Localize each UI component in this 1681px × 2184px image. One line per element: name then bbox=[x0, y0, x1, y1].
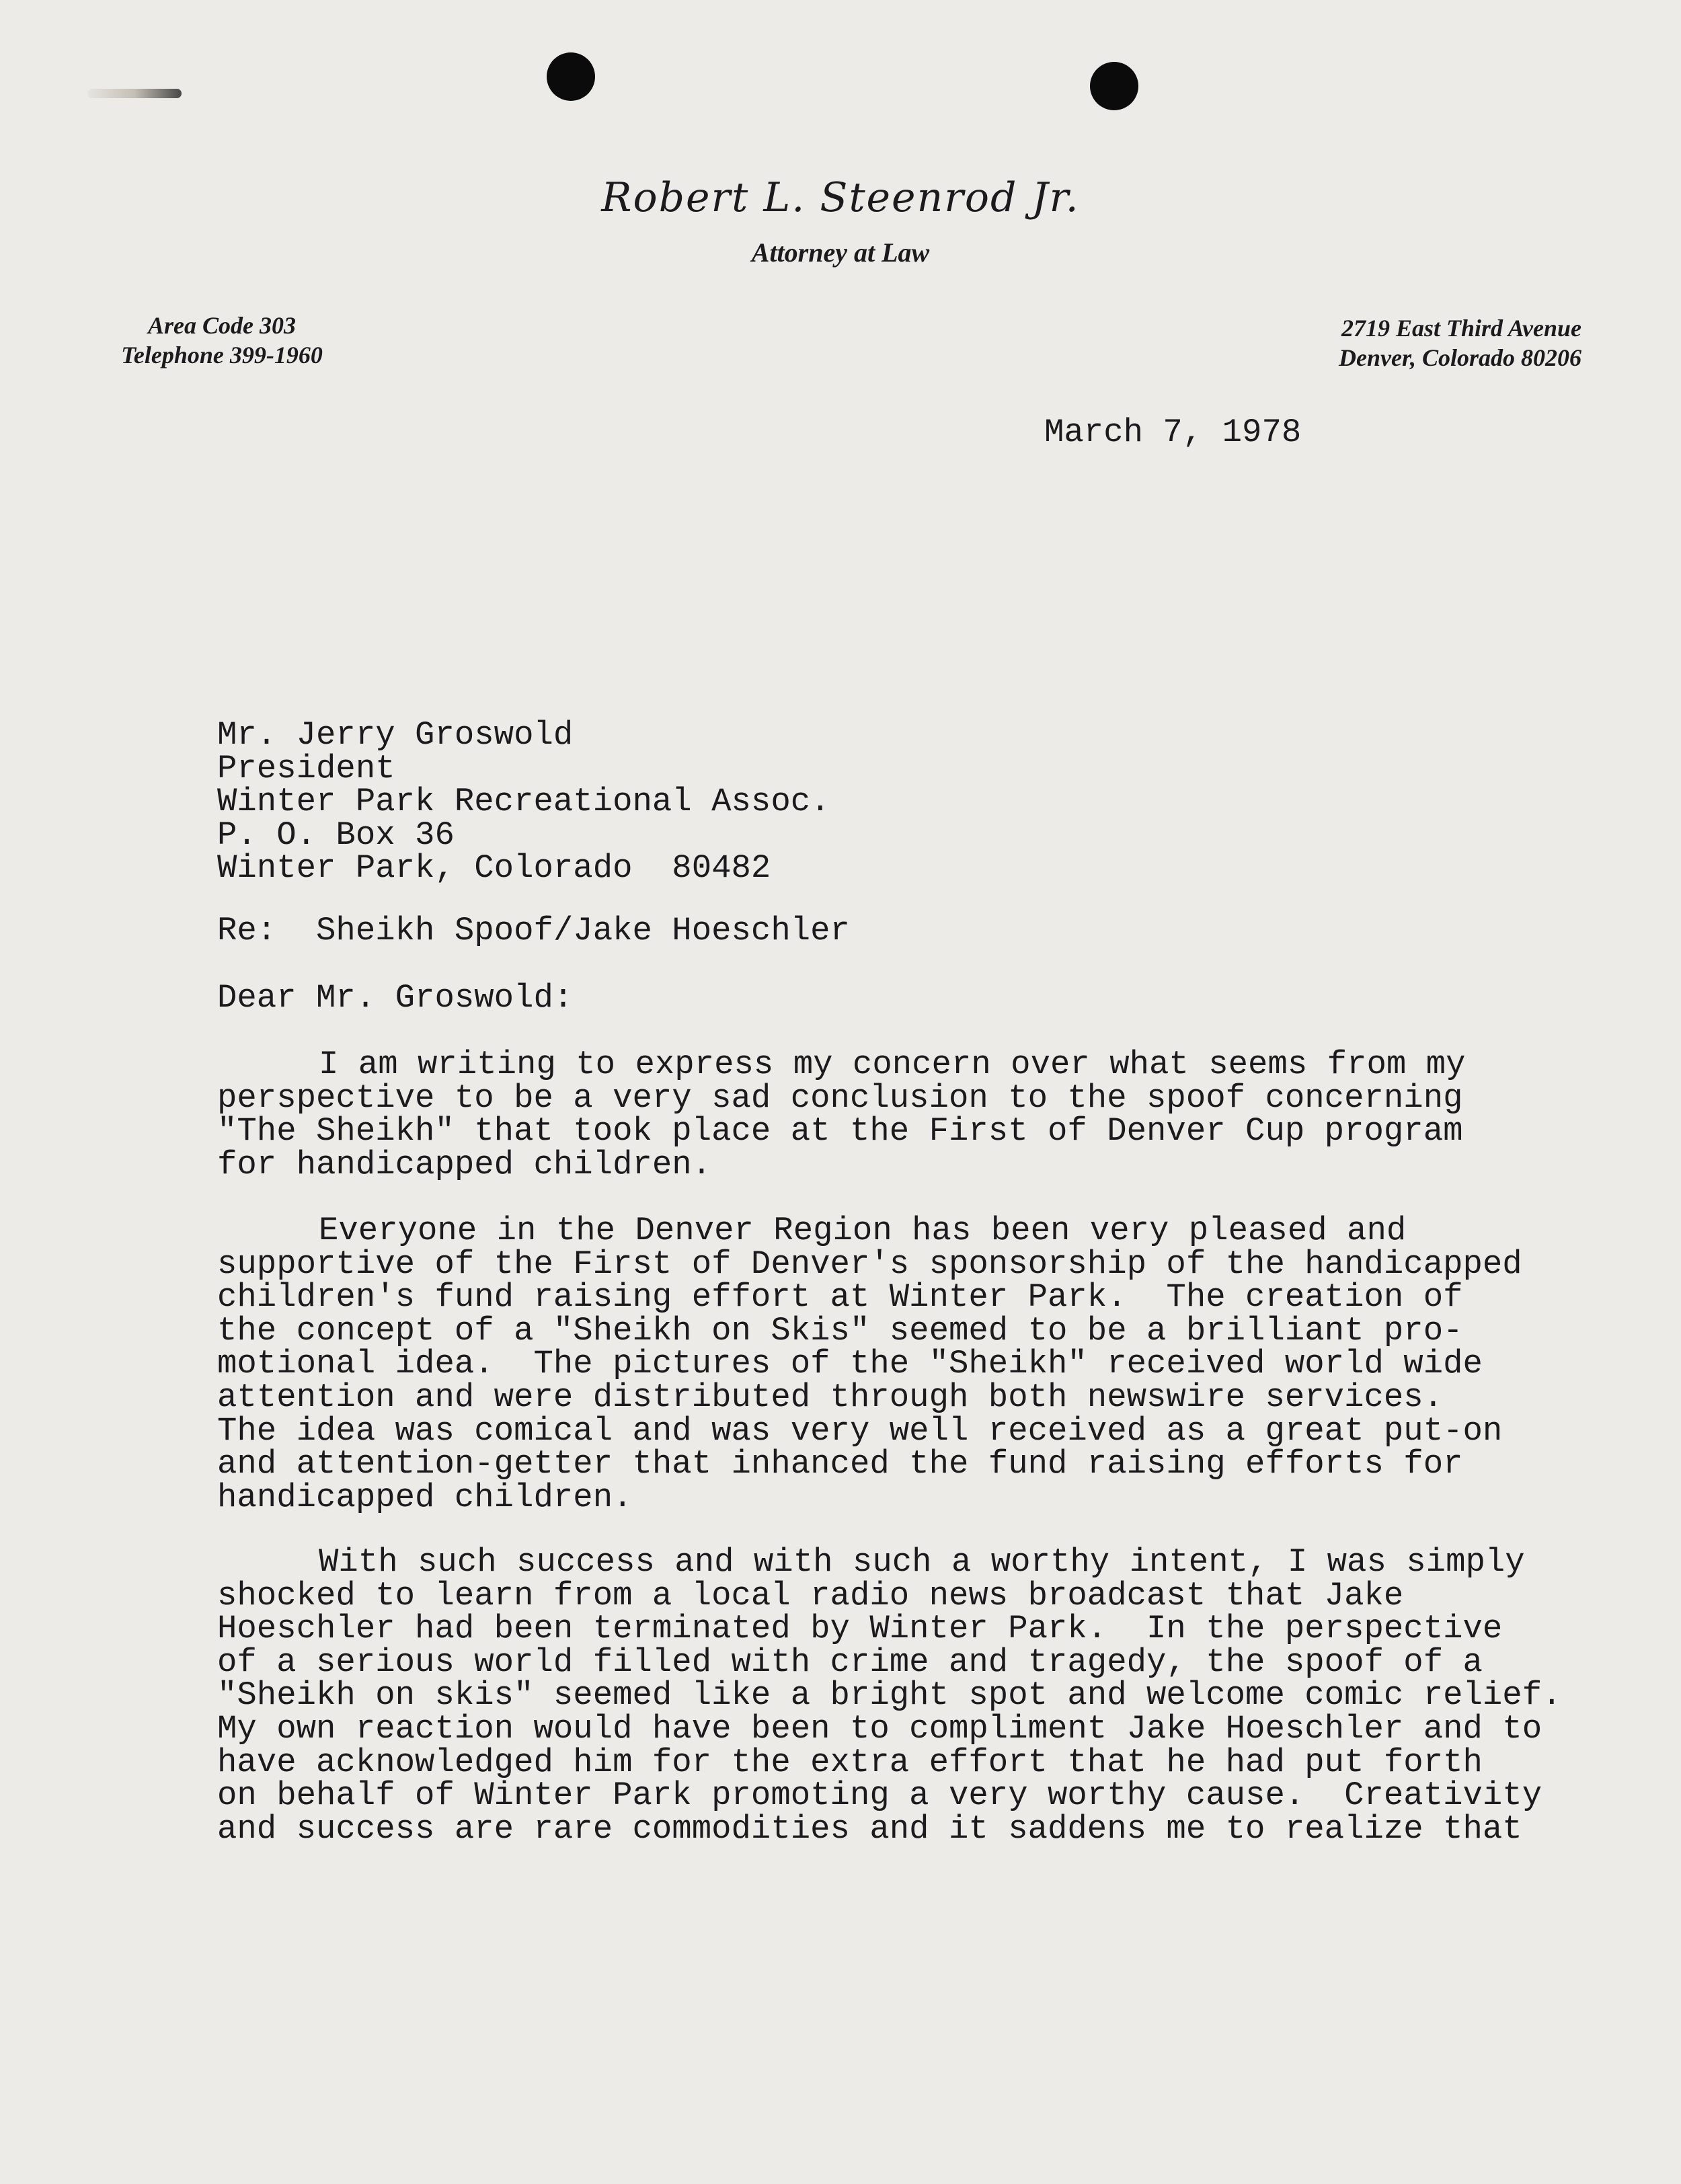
area-code: Area Code 303 bbox=[148, 312, 296, 339]
recipient-name: Mr. Jerry Groswold bbox=[217, 716, 574, 754]
recipient-title: President bbox=[217, 749, 395, 787]
text-line: supportive of the First of Denver's sponsorship of the handicapped bbox=[217, 1245, 1522, 1283]
text-line: I am writing to express my concern over what seems from my bbox=[319, 1046, 1466, 1083]
body-paragraph-3 bbox=[217, 1543, 1562, 1848]
text-line: Everyone in the Denver Region has been very pleased and bbox=[319, 1212, 1407, 1249]
letterhead-address bbox=[1339, 313, 1581, 373]
text-line: have acknowledged him for the extra effort that he had put forth bbox=[217, 1743, 1483, 1781]
recipient-city: Winter Park, Colorado 80482 bbox=[217, 849, 771, 888]
street-address: 2719 East Third Avenue bbox=[1341, 315, 1581, 342]
text-line: The idea was comical and was very well received as a great put-on bbox=[217, 1411, 1503, 1450]
text-line: of a serious world filled with crime and tragedy, the spoof of a bbox=[217, 1643, 1483, 1681]
text-line: Hoeschler had been terminated by Winter Park. In the perspective bbox=[217, 1610, 1503, 1648]
text-line: for handicapped children. bbox=[217, 1145, 712, 1183]
letterhead-name: Robert L. Steenrod Jr. bbox=[601, 174, 1080, 221]
text-line: My own reaction would have been to compliment Jake Hoeschler and to bbox=[217, 1709, 1542, 1748]
recipient-po-box: P. O. Box 36 bbox=[217, 816, 455, 854]
text-line: on behalf of Winter Park promoting a very worthy cause. Creativity bbox=[217, 1777, 1542, 1815]
salutation: Dear Mr. Groswold: bbox=[217, 979, 574, 1017]
letterhead-title: Attorney at Law bbox=[751, 237, 930, 268]
body-paragraph-2 bbox=[217, 1214, 1522, 1514]
subject-line: Re: Sheikh Spoof/Jake Hoeschler bbox=[217, 912, 850, 949]
paper-smudge bbox=[87, 89, 182, 98]
body-paragraph-1 bbox=[217, 1048, 1465, 1181]
telephone: Telephone 399-1960 bbox=[121, 342, 323, 368]
text-line: shocked to learn from a local radio news broadcast that Jake bbox=[217, 1576, 1404, 1614]
text-line: and success are rare commodities and it saddens me to realize that bbox=[217, 1809, 1522, 1848]
text-line: "Sheikh on skis" seemed like a bright spot and welcome comic relief. bbox=[217, 1676, 1562, 1715]
text-line: attention and were distributed through both newswire services. bbox=[217, 1378, 1444, 1416]
punch-hole-left bbox=[547, 52, 595, 101]
city-state-zip: Denver, Colorado 80206 bbox=[1338, 344, 1581, 371]
letter-date: March 7, 1978 bbox=[1044, 414, 1302, 451]
text-line: the concept of a "Sheikh on Skis" seemed to be a brilliant pro- bbox=[217, 1311, 1463, 1350]
recipient-address bbox=[217, 716, 830, 888]
punch-hole-right bbox=[1090, 62, 1138, 110]
text-line: handicapped children. bbox=[217, 1478, 633, 1516]
letterhead-phone bbox=[81, 311, 363, 370]
text-line: motional idea. The pictures of the "Sheikh" received world wide bbox=[217, 1345, 1483, 1383]
text-line: perspective to be a very sad conclusion to the spoof concerning bbox=[217, 1079, 1463, 1117]
text-line: With such success and with such a worthy intent, I was simply bbox=[319, 1543, 1525, 1581]
text-line: children's fund raising effort at Winter Park. The creation of bbox=[217, 1278, 1463, 1317]
recipient-organization: Winter Park Recreational Assoc. bbox=[217, 783, 830, 821]
text-line: and attention-getter that inhanced the fund raising efforts for bbox=[217, 1445, 1463, 1483]
text-line: "The Sheikh" that took place at the First of Denver Cup program bbox=[217, 1112, 1463, 1150]
